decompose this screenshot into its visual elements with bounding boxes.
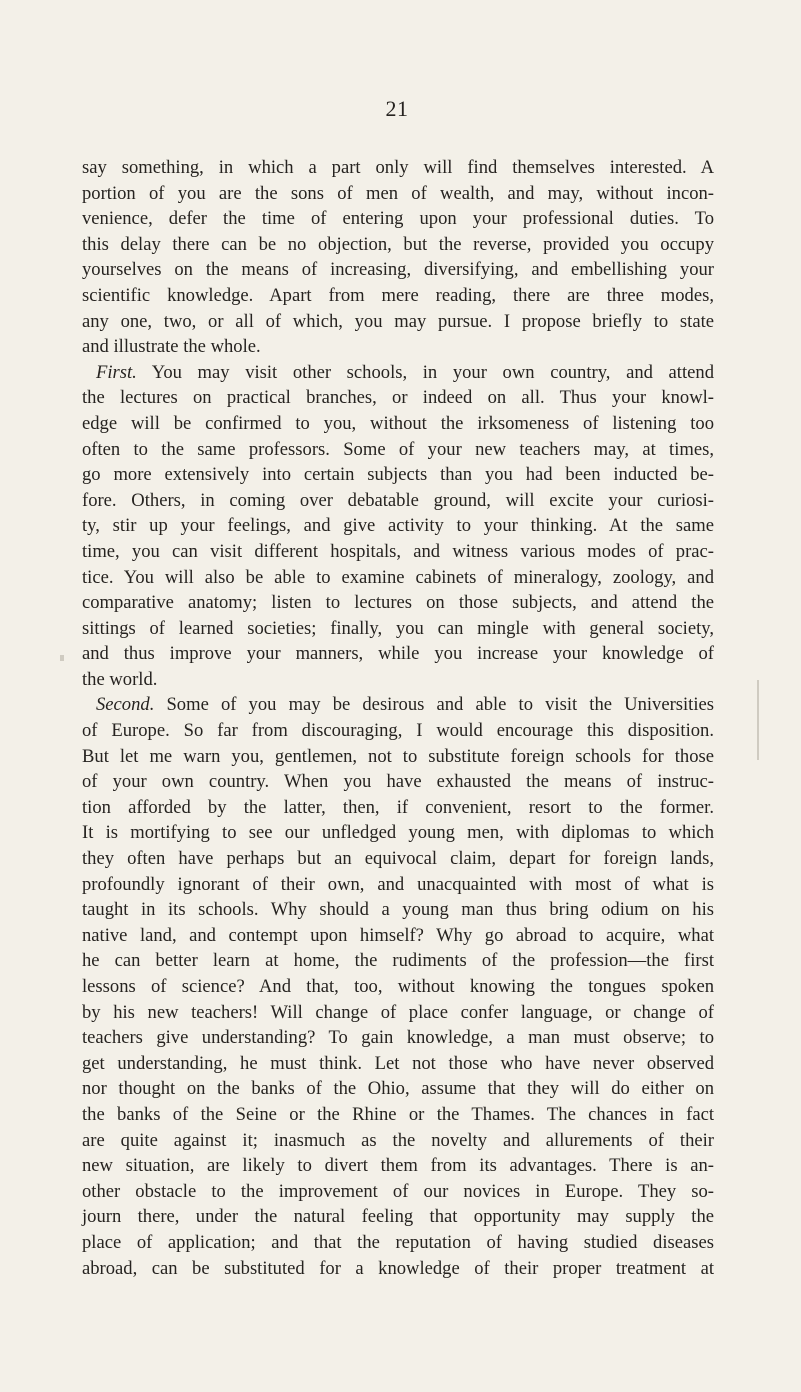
text-line <box>82 974 714 1000</box>
line-text: the banks of the Seine or the Rhine or the Thames. The chances in fact <box>82 1103 714 1125</box>
line-text: the lectures on practical branches, or indeed on all. Thus your knowl- <box>82 387 714 409</box>
text-line <box>82 1102 714 1128</box>
text-line <box>82 846 714 872</box>
text-line <box>82 437 714 463</box>
line-text: lessons of science? And that, too, without knowing the tongues spoken <box>82 976 714 997</box>
text-line <box>82 1076 714 1102</box>
line-text: any one, two, or all of which, you may pursue. I propose briefly to state <box>82 310 714 332</box>
text-line <box>82 795 714 821</box>
line-text: get understanding, he must think. Let not those who have never observed <box>82 1052 714 1074</box>
text-line <box>82 692 714 718</box>
line-text: this delay there can be no objection, but the reverse, provided you occupy <box>82 233 714 255</box>
line-text: place of application; and that the reputation of having studied diseases <box>82 1231 714 1253</box>
text-line <box>82 360 714 386</box>
line-text: edge will be confirmed to you, without the irksomeness of listening too <box>82 412 714 434</box>
text-line <box>82 872 714 898</box>
text-line <box>82 1256 714 1282</box>
line-text: You may visit other schools, in your own country, and attend <box>136 361 714 383</box>
line-text: profoundly ignorant of their own, and unacquainted with most of what is <box>82 873 714 895</box>
text-line <box>82 897 714 923</box>
line-text: taught in its schools. Why should a young man thus bring odium on his <box>82 899 714 921</box>
text-line <box>82 565 714 591</box>
line-text: are quite against it; inasmuch as the novelty and allurements of their <box>82 1129 714 1151</box>
paragraph-lead: Second. <box>96 694 155 716</box>
line-text: other obstacle to the improvement of our novices in Europe. They so- <box>82 1180 714 1202</box>
line-text: Some of you may be desirous and able to visit the Universities <box>154 694 714 716</box>
line-text: he can better learn at home, the rudiments of the profession—the first <box>82 950 714 972</box>
text-line <box>82 462 714 488</box>
text-line <box>82 513 714 539</box>
line-text: tion afforded by the latter, then, if convenient, resort to the former. <box>82 796 714 818</box>
text-line <box>82 616 714 642</box>
line-text: yourselves on the means of increasing, diversifying, and embellishing your <box>82 259 714 281</box>
paper-blemish <box>60 655 64 661</box>
line-text: and illustrate the whole. <box>82 336 261 358</box>
text-line <box>82 385 714 411</box>
line-text: of your own country. When you have exhausted the means of instruc- <box>82 771 714 793</box>
page-number: 21 <box>385 96 409 121</box>
text-line <box>82 1179 714 1205</box>
text-line <box>82 411 714 437</box>
paragraph-lead: First. <box>96 361 137 383</box>
line-text: of Europe. So far from discouraging, I would encourage this disposition. <box>82 720 714 742</box>
text-line <box>82 309 714 335</box>
text-line <box>82 232 714 258</box>
text-line <box>82 488 714 514</box>
text-line <box>82 1025 714 1051</box>
line-text: go more extensively into certain subjects than you had been inducted be- <box>82 464 714 486</box>
line-text: portion of you are the sons of men of wealth, and may, without incon- <box>82 182 714 204</box>
line-text: tice. You will also be able to examine cabinets of mineralogy, zoology, and <box>82 566 714 588</box>
text-line <box>82 1000 714 1026</box>
line-text: abroad, can be substituted for a knowledge of their proper treatment at <box>82 1257 714 1279</box>
text-line <box>82 744 714 770</box>
text-line <box>82 334 714 360</box>
line-text: journ there, under the natural feeling that opportunity may supply the <box>82 1206 714 1228</box>
text-line <box>82 1128 714 1154</box>
text-line <box>82 1230 714 1256</box>
text-line <box>82 641 714 667</box>
line-text: say something, in which a part only will find themselves interested. A <box>82 157 714 178</box>
text-line <box>82 206 714 232</box>
line-text: scientific knowledge. Apart from mere reading, there are three modes, <box>82 284 714 306</box>
line-text: But let me warn you, gentlemen, not to substitute foreign schools for those <box>82 745 714 767</box>
line-text: nor thought on the banks of the Ohio, assume that they will do either on <box>82 1078 714 1100</box>
line-text: teachers give understanding? To gain knowledge, a man must observe; to <box>82 1027 714 1049</box>
body-text <box>82 155 714 1281</box>
text-line <box>82 769 714 795</box>
text-line <box>82 155 714 181</box>
text-line <box>82 820 714 846</box>
text-line <box>82 590 714 616</box>
line-text: comparative anatomy; listen to lectures on those subjects, and attend the <box>82 592 714 614</box>
text-line <box>82 181 714 207</box>
text-line <box>82 923 714 949</box>
text-line <box>82 1204 714 1230</box>
line-text: and thus improve your manners, while you increase your knowledge of <box>82 643 714 665</box>
line-text: venience, defer the time of entering upon your professional duties. To <box>82 208 714 230</box>
line-text: ty, stir up your feelings, and give activity to your thinking. At the same <box>82 515 714 537</box>
text-line <box>82 948 714 974</box>
text-line <box>82 718 714 744</box>
line-text: fore. Others, in coming over debatable ground, will excite your curiosi- <box>82 489 714 511</box>
line-text: they often have perhaps but an equivocal claim, depart for foreign lands, <box>82 848 714 870</box>
text-line <box>82 1153 714 1179</box>
paper-blemish <box>757 680 759 760</box>
line-text: the world. <box>82 668 158 690</box>
line-text: by his new teachers! Will change of place confer language, or change of <box>82 1001 714 1023</box>
line-text: It is mortifying to see our unfledged young men, with diplomas to which <box>82 822 714 844</box>
line-text: often to the same professors. Some of your new teachers may, at times, <box>82 438 714 460</box>
text-line <box>82 1051 714 1077</box>
text-line <box>82 257 714 283</box>
line-text: time, you can visit different hospitals, and witness various modes of prac- <box>82 540 714 562</box>
text-line <box>82 667 714 693</box>
line-text: native land, and contempt upon himself? Why go abroad to acquire, what <box>82 924 714 946</box>
line-text: sittings of learned societies; finally, you can mingle with general society, <box>82 617 714 639</box>
text-line <box>82 539 714 565</box>
line-text: new situation, are likely to divert them from its advantages. There is an- <box>82 1155 714 1177</box>
text-line <box>82 283 714 309</box>
